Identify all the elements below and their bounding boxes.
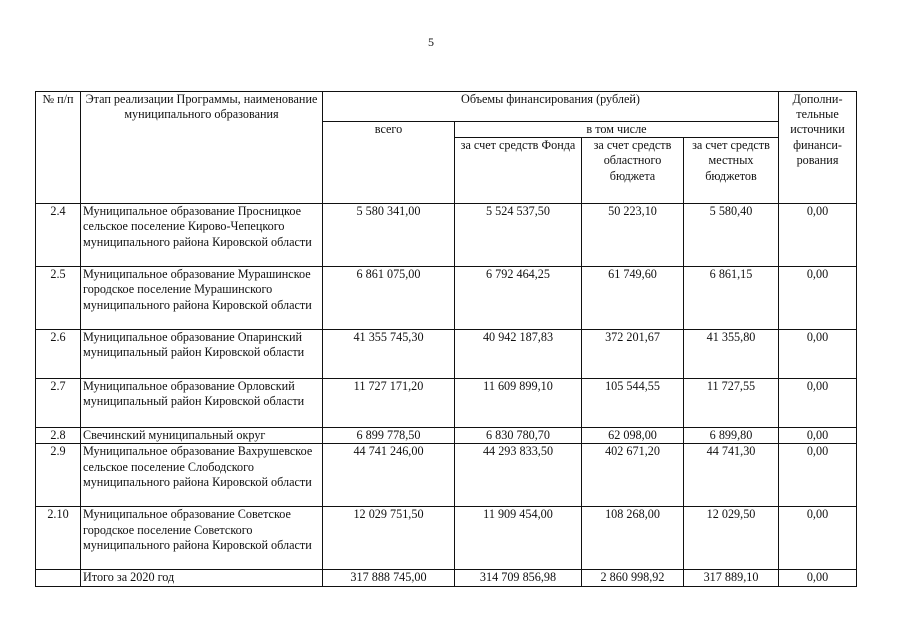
row-total: 44 741 246,00 [323,444,455,507]
header-including: в том числе [455,122,779,138]
row-regional: 105 544,55 [582,379,684,428]
total-row [36,570,857,586]
total-local: 317 889,10 [684,570,779,586]
table-row [36,379,857,428]
row-local: 6 861,15 [684,267,779,330]
table-row [36,330,857,379]
row-num: 2.6 [36,330,81,379]
row-num: 2.4 [36,204,81,267]
row-regional: 61 749,60 [582,267,684,330]
row-total: 6 861 075,00 [323,267,455,330]
row-name: Муниципальное образование Опаринский муниципальный район Кировской области [81,330,323,379]
total-num [36,570,81,586]
page-number: 5 [428,35,434,49]
row-name: Муниципальное образование Вахрушевское сельское поселение Слободского муниципального района Кировской области [81,444,323,507]
row-num: 2.9 [36,444,81,507]
row-total: 5 580 341,00 [323,204,455,267]
row-num: 2.7 [36,379,81,428]
row-num: 2.8 [36,428,81,444]
row-local: 11 727,55 [684,379,779,428]
row-local: 44 741,30 [684,444,779,507]
row-additional: 0,00 [779,330,857,379]
total-total: 317 888 745,00 [323,570,455,586]
row-fund: 5 524 537,50 [455,204,582,267]
row-additional: 0,00 [779,267,857,330]
total-label: Итого за 2020 год [81,570,323,586]
table-row [36,267,857,330]
row-additional: 0,00 [779,444,857,507]
row-additional: 0,00 [779,379,857,428]
row-regional: 50 223,10 [582,204,684,267]
row-regional: 62 098,00 [582,428,684,444]
row-fund: 44 293 833,50 [455,444,582,507]
row-num: 2.5 [36,267,81,330]
total-regional: 2 860 998,92 [582,570,684,586]
row-fund: 11 909 454,00 [455,507,582,570]
row-local: 12 029,50 [684,507,779,570]
table-row [36,428,857,444]
header-local: за счет средств местных бюджетов [684,138,779,204]
row-total: 6 899 778,50 [323,428,455,444]
header-stage: Этап реализации Программы, наименование муниципального образования [81,92,323,204]
row-local: 5 580,40 [684,204,779,267]
row-total: 41 355 745,30 [323,330,455,379]
row-num: 2.10 [36,507,81,570]
row-name: Муниципальное образование Советское городское поселение Советского муниципального района Кировской области [81,507,323,570]
header-total: всего [323,122,455,204]
table-row [36,444,857,507]
row-additional: 0,00 [779,428,857,444]
row-total: 12 029 751,50 [323,507,455,570]
table-row [36,507,857,570]
header-funding-volume: Объемы финансирования (рублей) [323,92,779,122]
row-total: 11 727 171,20 [323,379,455,428]
row-fund: 40 942 187,83 [455,330,582,379]
header-row-1 [36,92,857,122]
table-row [36,204,857,267]
total-fund: 314 709 856,98 [455,570,582,586]
row-name: Муниципальное образование Просницкое сельское поселение Кирово-Чепецкого муниципального района Кировской области [81,204,323,267]
header-num: № п/п [36,92,81,204]
row-additional: 0,00 [779,204,857,267]
header-additional: Дополни-тельные источники финанси-рования [779,92,857,204]
total-additional: 0,00 [779,570,857,586]
row-regional: 372 201,67 [582,330,684,379]
row-fund: 6 830 780,70 [455,428,582,444]
row-additional: 0,00 [779,507,857,570]
financing-table [35,91,857,587]
row-local: 41 355,80 [684,330,779,379]
row-name: Свечинский муниципальный округ [81,428,323,444]
row-local: 6 899,80 [684,428,779,444]
row-name: Муниципальное образование Мурашинское городское поселение Мурашинского муниципального района Кировской области [81,267,323,330]
row-regional: 108 268,00 [582,507,684,570]
row-fund: 11 609 899,10 [455,379,582,428]
row-fund: 6 792 464,25 [455,267,582,330]
header-fund: за счет средств Фонда [455,138,582,204]
header-regional: за счет средств областного бюджета [582,138,684,204]
row-regional: 402 671,20 [582,444,684,507]
row-name: Муниципальное образование Орловский муниципальный район Кировской области [81,379,323,428]
